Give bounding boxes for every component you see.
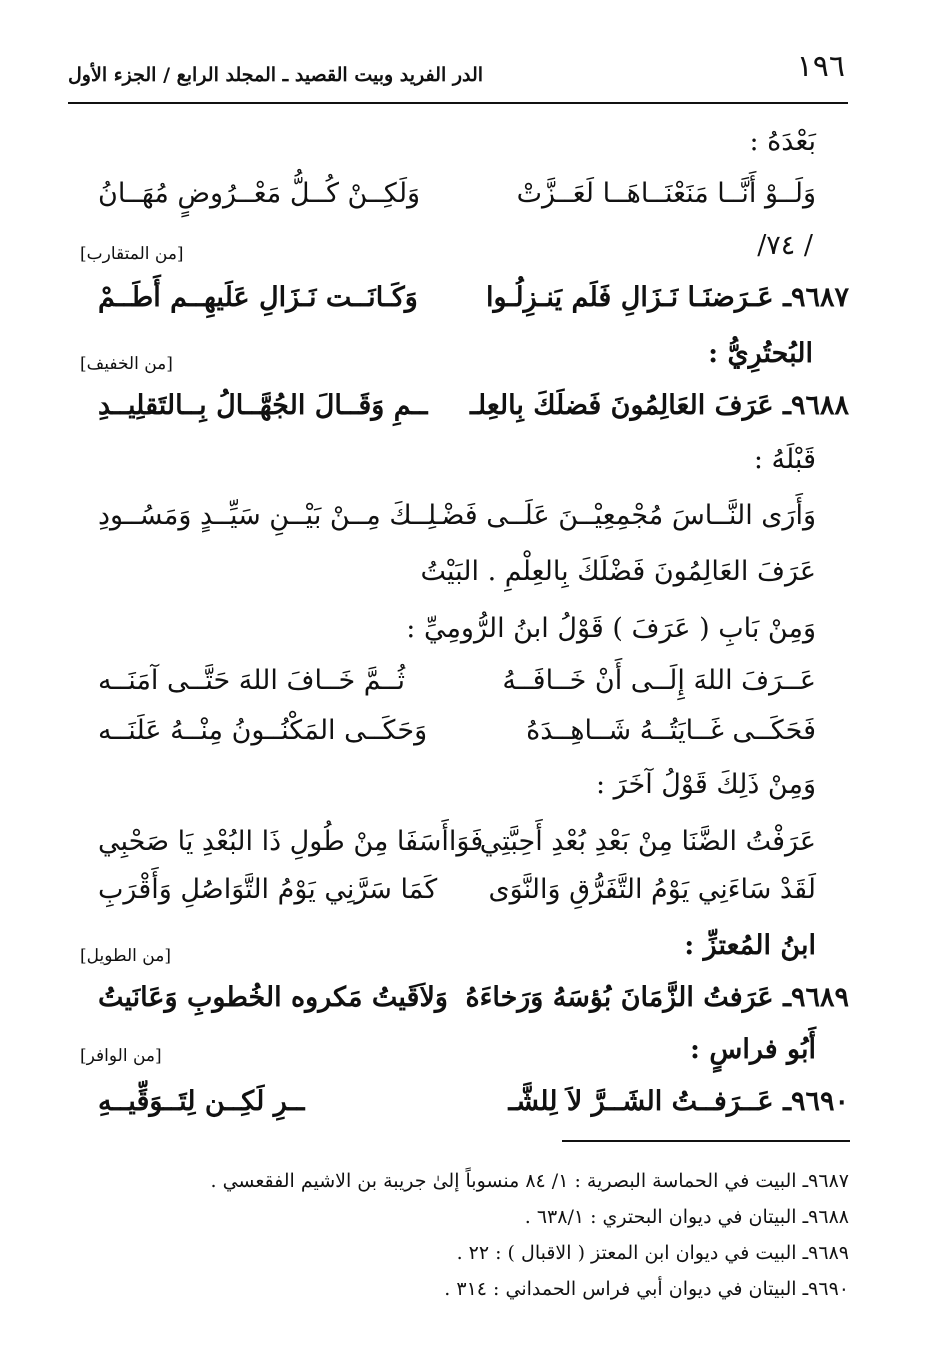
meter-label: [من الوافر] [80,1046,162,1066]
poet-name: ابنُ المُعتزِّ : [684,930,816,961]
verse-second-hemistich: كَمَا سَرَّنِي يَوْمُ التَّوَاصُلِ وَأَقْرَبِ [98,874,438,905]
verse-second-hemistich: وَحَكَــى المَكْنُــونُ مِنْــهُ عَلَنَــه [98,715,428,746]
footnote: ٩٦٨٩ـ البيت في ديوان ابن المعتز ( الاقبال ) : ٢٢ . [456,1242,849,1264]
verse-first-hemistich: ٩٦٨٧ـ عَـرَضنَـا نَـزَالِ فَلَم يَنـزِلُـوا [486,282,849,313]
verse-first-hemistich: عَــرَفَ اللهَ إِلَــى أَنْ خَــافَــهُ [502,665,816,696]
body-label: وَمِنْ ذَلِكَ قَوْلُ آخَرَ : [595,769,816,800]
verse-second-hemistich: ثُــمَّ خَــافَ اللهَ حَتَّــى آمَنَــه [98,665,406,696]
verse-first-hemistich: فَحَكَــى غَــايَتُــهُ شَــاهِــدَهُ [526,715,816,746]
verse-first-hemistich: ٩٦٩٠ـ عَــرَفــتُ الشَــرَّ لاَ لِلشَّـ [508,1086,849,1117]
verse-first-hemistich: عَرَفْتُ الضَّنَا مِنْ بَعْدِ بُعْدِ أَحِبَّتِي [479,826,816,857]
verse-first-hemistich: وَلَــوْ أَنَّــا مَنَعْنَــاهَــا لَعَــزَّتْ [516,178,816,209]
body-label: عَرَفَ العَالِمُونَ فَضْلَكَ بِالعِلْمِ . البَيْتُ [420,556,816,587]
page-number: ١٩٦ [796,49,845,84]
body-label: وَمِنْ بَابِ ( عَرَفَ ) قَوْلُ ابنُ الرُّومِيِّ : [406,613,816,644]
running-title: الدر الفريد وبيت القصيد ـ المجلد الرابع / الجزء الأول [68,64,484,86]
verse-second-hemistich: فَوَاأَسَفَا مِنْ طُولِ ذَا البُعْدِ يَا صَحْبِي [98,826,484,857]
footnote: ٩٦٨٧ـ البيت في الحماسة البصرية : ١/ ٨٤ منسوباً إلىٰ جريبة بن الاشيم الفقعسي . [210,1170,849,1192]
verse-second-hemistich: وَلاَقَيتُ مَكروه الخُطوبِ وَعَانَيتُ [98,982,448,1013]
meter-label: [من الطويل] [80,946,171,966]
body-label: / ٧٤/ [757,230,813,261]
body-label: قَبْلَهُ : [753,444,816,475]
verse-second-hemistich: وَلَكِــنْ كُــلُّ مَعْــرُوضٍ مُهَــانُ [98,178,421,209]
verse-second-hemistich: ــرِ لَكِــن لِتَــوَقِّيــهِ [98,1086,305,1117]
body-label: بَعْدَهُ : [749,126,816,157]
footnote: ٩٦٩٠ـ البيتان في ديوان أبي فراس الحمداني : ٣١٤ . [444,1278,849,1300]
footnote-rule [562,1140,850,1142]
verse-second-hemistich: ـلِــكَ مِــنْ بَيْــنِ سَيِّــدٍ وَمَسُــودِ [98,500,445,531]
verse-second-hemistich: ــمِ وَقَــالَ الجُهَّــالُ بِــالتَقلِيــدِ [98,390,428,421]
verse-first-hemistich: ٩٦٨٩ـ عَرَفتُ الزَّمَانَ بُؤسَهُ وَرَخاءَهُ [465,982,849,1013]
meter-label: [من المتقارب] [80,244,184,264]
header-rule [68,102,848,104]
verse-second-hemistich: وَكَـانَــت نَـزَالِ عَلَيهِــم أَطَــمْ [98,282,418,313]
verse-first-hemistich: وَأَرَى النَّــاسَ مُجْمِعِيْــنَ عَلَــى فَضْـ [433,500,816,531]
poet-name: أَبُو فراسٍ : [690,1034,816,1065]
poet-name: البُحتُرِيُّ : [708,338,813,369]
verse-first-hemistich: لَقَدْ سَاءَنِي يَوْمُ التَّفَرُّقِ وَالنَّوَى [488,874,816,905]
meter-label: [من الخفيف] [80,354,173,374]
footnote: ٩٦٨٨ـ البيتان في ديوان البحتري : ٦٣٨/١ . [524,1206,849,1228]
verse-first-hemistich: ٩٦٨٨ـ عَرَفَ العَالِمُونَ فَضلَكَ بِالعِلـ [470,390,849,421]
